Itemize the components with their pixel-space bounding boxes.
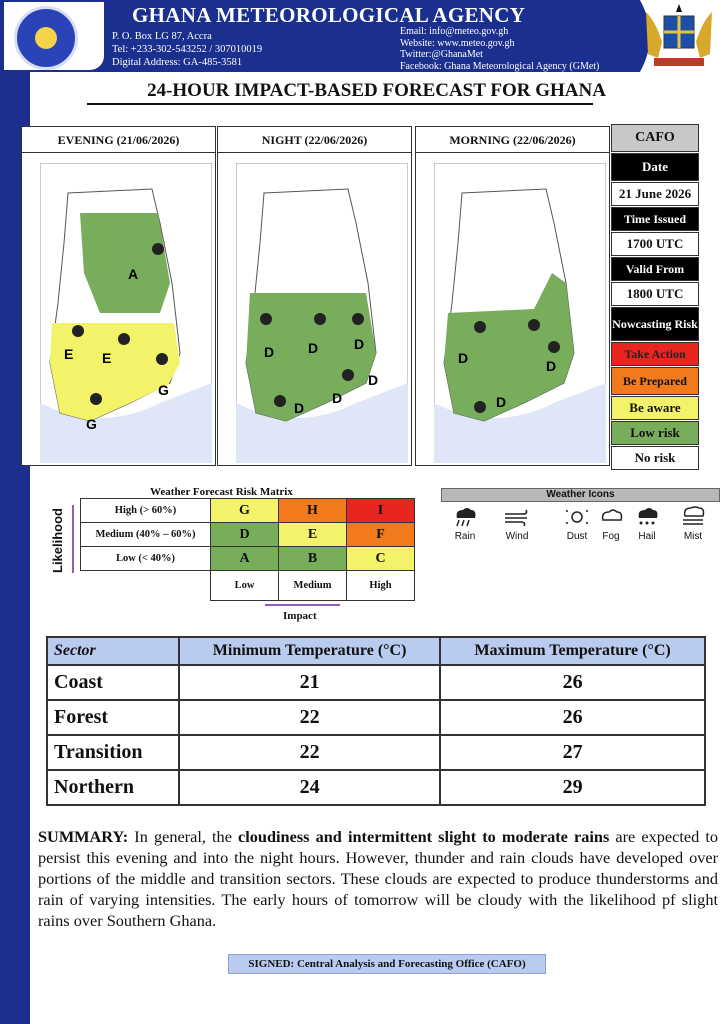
time-issued-value: 1700 UTC: [611, 232, 699, 256]
valid-from-value: 1800 UTC: [611, 282, 699, 306]
impact-label: Impact: [283, 610, 317, 622]
risk-be-aware: Be aware: [611, 396, 699, 420]
table-row: [47, 700, 705, 735]
zone-label: G: [158, 382, 169, 398]
min-temp: 22: [179, 700, 440, 735]
matrix-cell: G: [211, 499, 279, 523]
col-label: High: [347, 571, 415, 601]
zone-label: E: [64, 346, 74, 362]
col-label: Medium: [279, 571, 347, 601]
likelihood-label: Likelihood: [50, 508, 65, 573]
date-label: Date: [611, 153, 699, 181]
time-issued-label: Time Issued: [611, 207, 699, 231]
signature-line: SIGNED: Central Analysis and Forecasting Office (CAFO): [228, 954, 546, 974]
matrix-row-medium: [81, 523, 415, 547]
likelihood-arrow: [72, 505, 74, 573]
rain-icon: [451, 506, 479, 528]
zone-label: D: [332, 390, 343, 406]
forecast-panel-morning: [415, 126, 610, 466]
max-temp: 29: [440, 770, 705, 805]
column-header: Minimum Temperature (°C): [179, 637, 440, 665]
max-temp: 27: [440, 735, 705, 770]
cafo-title: CAFO: [611, 124, 699, 152]
matrix-cell: A: [211, 547, 279, 571]
date-value: 21 June 2026: [611, 182, 699, 206]
panel-label: EVENING (21/06/2026): [22, 127, 215, 153]
table-row: [47, 665, 705, 700]
matrix-row-high: [81, 499, 415, 523]
valid-from-label: Valid From: [611, 257, 699, 281]
icon-label: Rain: [454, 531, 476, 542]
dust-icon: [563, 506, 591, 528]
matrix-cell: B: [279, 547, 347, 571]
zone-label: D: [368, 372, 379, 388]
panel-label: NIGHT (22/06/2026): [218, 127, 411, 153]
temperature-table: [46, 636, 706, 806]
matrix-row-low: [81, 547, 415, 571]
max-temp: 26: [440, 700, 705, 735]
row-label: High (> 60%): [81, 499, 211, 523]
matrix-cell: I: [347, 499, 415, 523]
zone-label: D: [308, 340, 319, 356]
zone-label: D: [496, 394, 507, 410]
title-underline: [87, 103, 593, 105]
min-temp: 24: [179, 770, 440, 805]
risk-matrix: [80, 498, 415, 601]
agency-contacts: Email: info@meteo.gov.gh Website: www.meteo.gov.gh Twitter:@GhanaMet Facebook: Ghana Meteorological Agency (GMet): [400, 26, 600, 72]
min-temp: 22: [179, 735, 440, 770]
ghana-map-morning: [434, 163, 606, 463]
zone-label: D: [458, 350, 469, 366]
mist-icon: [679, 506, 707, 528]
sector-name: Transition: [47, 735, 179, 770]
forecast-summary: SUMMARY: In general, the cloudiness and intermittent slight to moderate rains are expected to persist this evening and into the night hours. However, thunder and rain clouds have developed over portions of the middle and transition sectors. These clouds are expected to produce thunderstorms and rain of varying intensities. The early hours of tomorrow will be cloudy with the likelihood pf slight rains over Southern Ghana.: [38, 827, 718, 930]
icon-label: Hail: [638, 531, 656, 542]
matrix-title: Weather Forecast Risk Matrix: [150, 486, 293, 498]
zone-label: D: [264, 344, 275, 360]
ghana-map-night: [236, 163, 408, 463]
risk-take-action: Take Action: [611, 342, 699, 366]
risk-low: Low risk: [611, 421, 699, 445]
page-title: 24-HOUR IMPACT-BASED FORECAST FOR GHANA: [147, 80, 606, 101]
sector-name: Coast: [47, 665, 179, 700]
summary-highlight: cloudiness and intermittent slight to moderate rains: [238, 827, 610, 846]
icons-title: Weather Icons: [441, 488, 720, 502]
wind-legend: [497, 506, 537, 542]
mist-legend: [673, 506, 713, 542]
table-header-row: [47, 637, 705, 665]
table-row: [47, 770, 705, 805]
matrix-cell: H: [279, 499, 347, 523]
risk-be-prepared: Be Prepared: [611, 367, 699, 395]
zone-label: D: [546, 358, 557, 374]
hail-legend: [627, 506, 667, 542]
coat-of-arms-icon: [640, 2, 718, 68]
weather-icons-legend: [441, 488, 720, 546]
letterhead: [0, 0, 723, 72]
matrix-cell: D: [211, 523, 279, 547]
forecast-panel-evening: [21, 126, 216, 466]
matrix-cell: C: [347, 547, 415, 571]
matrix-cell: F: [347, 523, 415, 547]
max-temp: 26: [440, 665, 705, 700]
matrix-cell: E: [279, 523, 347, 547]
agency-logo: [4, 2, 104, 70]
column-header: Sector: [47, 637, 179, 665]
zone-label: D: [354, 336, 365, 352]
zone-label: D: [294, 400, 305, 416]
sector-name: Forest: [47, 700, 179, 735]
zone-label: G: [86, 416, 97, 432]
fog-icon: [597, 506, 625, 528]
summary-lead: SUMMARY:: [38, 827, 129, 846]
icon-label: Wind: [505, 531, 529, 542]
rain-legend: [445, 506, 485, 542]
wind-icon: [503, 506, 531, 528]
agency-address: P. O. Box LG 87, Accra Tel: +233-302-543252 / 307010019 Digital Address: GA-485-3581: [112, 31, 263, 68]
panel-label: MORNING (22/06/2026): [416, 127, 609, 153]
table-row: [47, 735, 705, 770]
impact-arrow: [265, 604, 340, 606]
nowcasting-label: Nowcasting Risk: [611, 307, 699, 341]
agency-name: GHANA METEOROLOGICAL AGENCY: [132, 3, 526, 27]
zone-label: E: [102, 350, 112, 366]
fog-legend: [591, 506, 631, 542]
icon-label: Dust: [566, 531, 588, 542]
risk-none: No risk: [611, 446, 699, 470]
matrix-col-labels: [81, 571, 415, 601]
icon-label: Mist: [683, 531, 703, 542]
row-label: Medium (40% – 60%): [81, 523, 211, 547]
hail-icon: [633, 506, 661, 528]
min-temp: 21: [179, 665, 440, 700]
cafo-info-column: [611, 124, 699, 471]
zone-label: A: [128, 266, 139, 282]
col-label: Low: [211, 571, 279, 601]
column-header: Maximum Temperature (°C): [440, 637, 705, 665]
row-label: Low (< 40%): [81, 547, 211, 571]
ghana-map-evening: [40, 163, 212, 463]
forecast-panel-night: [217, 126, 412, 466]
sector-name: Northern: [47, 770, 179, 805]
icon-label: Fog: [602, 531, 620, 542]
